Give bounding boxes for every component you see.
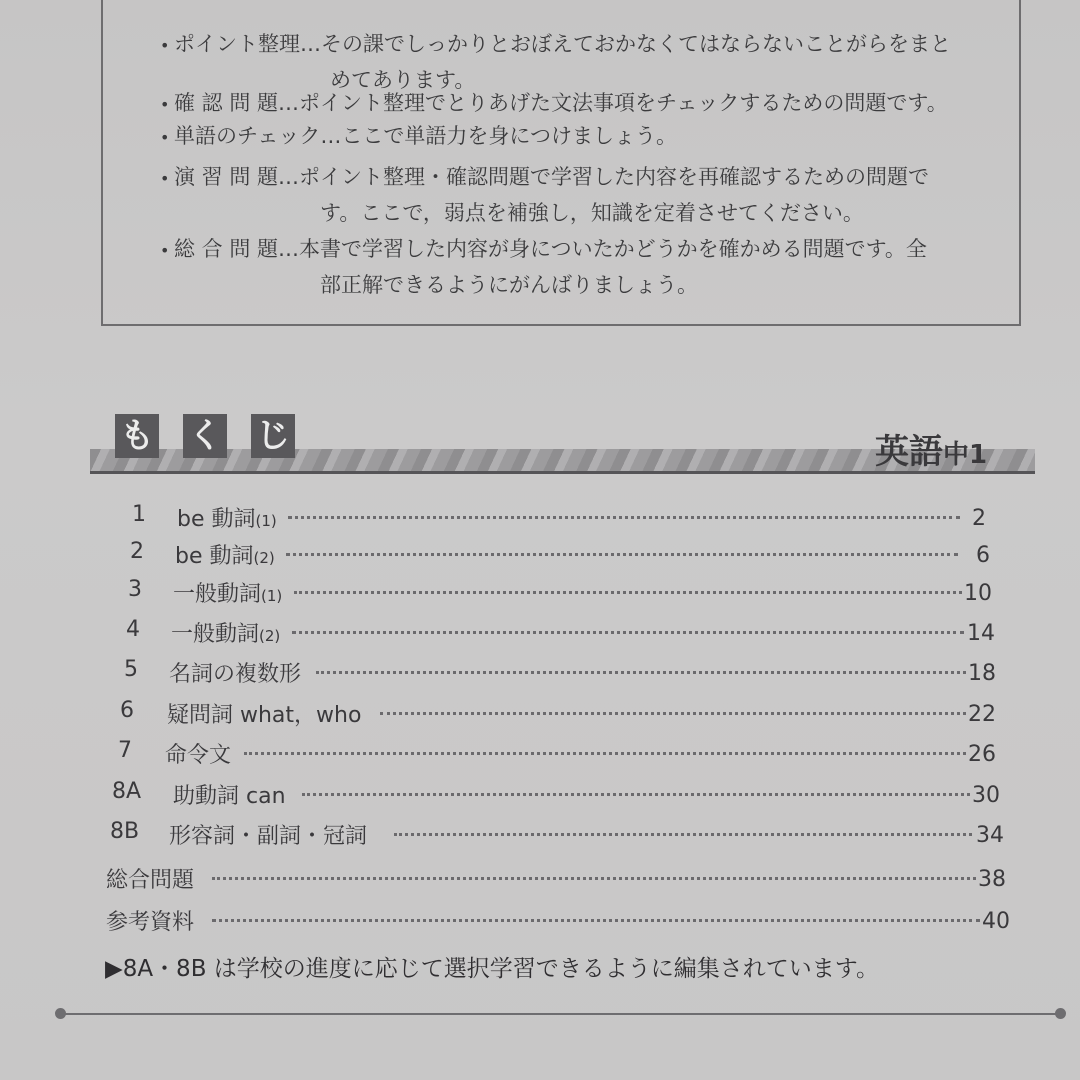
toc-leader: [286, 553, 958, 556]
subject-label: [875, 424, 987, 473]
toc-title: be 動詞(2): [175, 544, 275, 569]
toc-number: 8B: [110, 819, 140, 844]
bullet-word-check: [160, 119, 677, 155]
bullet-dot-icon: •: [160, 169, 170, 188]
toc-page: 40: [982, 909, 1010, 934]
toc-row[interactable]: [0, 577, 1080, 609]
selection-note: ▶8A・8B は学校の進度に応じて選択学習できるように編集されています。: [105, 956, 879, 982]
bullet-practice-problems: [160, 160, 929, 230]
toc-title: 形容詞・副詞・冠詞: [169, 824, 368, 849]
contents-title-char: く: [183, 414, 227, 458]
toc-row[interactable]: [0, 863, 1080, 895]
bullet-dot-icon: •: [160, 241, 170, 260]
toc-leader: [316, 671, 966, 674]
toc-leader: [302, 793, 970, 796]
toc-title: 命令文: [165, 743, 232, 768]
toc-title: 疑問詞 what，who: [167, 703, 362, 728]
toc-title: 一般動詞(2): [171, 622, 281, 647]
toc-row[interactable]: [0, 698, 1080, 730]
toc-page: 6: [976, 543, 990, 568]
bullet-line: 総 合 問 題…本書で学習した内容が身についたかどうかを確かめる問題です。全: [174, 237, 927, 261]
toc-number: 2: [130, 539, 144, 564]
subject-name: 英語: [875, 432, 943, 472]
toc-page: 18: [968, 661, 996, 686]
bullet-line-cont: す。ここで，弱点を補強し，知識を定着させてください。: [320, 201, 864, 225]
toc-title: 助動詞 can: [173, 784, 286, 809]
bullet-line: 確 認 問 題…ポイント整理でとりあげた文法事項をチェックするための問題です。: [174, 91, 948, 115]
footer-rule: [60, 1013, 1060, 1015]
toc-row[interactable]: [0, 738, 1080, 770]
toc-page: 10: [964, 581, 992, 606]
toc-row[interactable]: [0, 617, 1080, 649]
toc-row[interactable]: [0, 819, 1080, 851]
rule-end-dot: [55, 1008, 66, 1019]
bullet-dot-icon: •: [160, 36, 170, 55]
bullet-dot-icon: •: [160, 128, 170, 147]
toc-page: 22: [968, 702, 996, 727]
toc-title: 総合問題: [106, 868, 195, 893]
toc-leader: [288, 516, 960, 519]
bullet-line-cont: めてあります。: [330, 68, 476, 92]
toc-row[interactable]: [0, 657, 1080, 689]
rule-end-dot: [1055, 1008, 1066, 1019]
toc-title: 参考資料: [106, 910, 195, 935]
toc-leader: [244, 752, 966, 755]
toc-page: 14: [967, 621, 995, 646]
contents-title-char: も: [115, 414, 159, 458]
toc-number: 4: [126, 617, 140, 642]
bullet-line: ポイント整理…その課でしっかりとおぼえておかなくてはならないことがらをまと: [174, 32, 951, 56]
grade-label: 中1: [943, 440, 988, 470]
toc-page: 38: [978, 867, 1006, 892]
toc-page: 30: [972, 783, 1000, 808]
toc-page: 26: [968, 742, 996, 767]
toc-number: 3: [128, 577, 142, 602]
bullet-check-problems: [160, 86, 948, 122]
toc-title: 名詞の複数形: [169, 662, 302, 687]
toc-title: be 動詞(1): [177, 507, 277, 532]
bullet-dot-icon: •: [160, 95, 170, 114]
toc-number: 6: [120, 698, 134, 723]
toc-page: 2: [972, 506, 986, 531]
toc-row[interactable]: [0, 539, 1080, 571]
toc-number: 5: [124, 657, 138, 682]
toc-number: 1: [132, 502, 146, 527]
toc-number: 7: [118, 738, 132, 763]
bullet-line: 単語のチェック…ここで単語力を身につけましょう。: [174, 124, 677, 148]
contents-title-char: じ: [251, 414, 295, 458]
toc-leader: [292, 631, 964, 634]
bullet-line-cont: 部正解できるようにがんばりましょう。: [320, 273, 698, 297]
toc-row[interactable]: [0, 905, 1080, 937]
toc-leader: [394, 833, 972, 836]
toc-title: 一般動詞(1): [173, 582, 283, 607]
toc-leader: [212, 919, 980, 922]
toc-row[interactable]: [0, 502, 1080, 534]
toc-number: 8A: [112, 779, 142, 804]
toc-leader: [212, 877, 976, 880]
toc-leader: [294, 591, 962, 594]
bullet-line: 演 習 問 題…ポイント整理・確認問題で学習した内容を再確認するための問題で: [174, 165, 930, 189]
toc-page: 34: [976, 823, 1004, 848]
toc-leader: [380, 712, 966, 715]
bullet-comprehensive-problems: [160, 232, 927, 302]
toc-row[interactable]: [0, 779, 1080, 811]
